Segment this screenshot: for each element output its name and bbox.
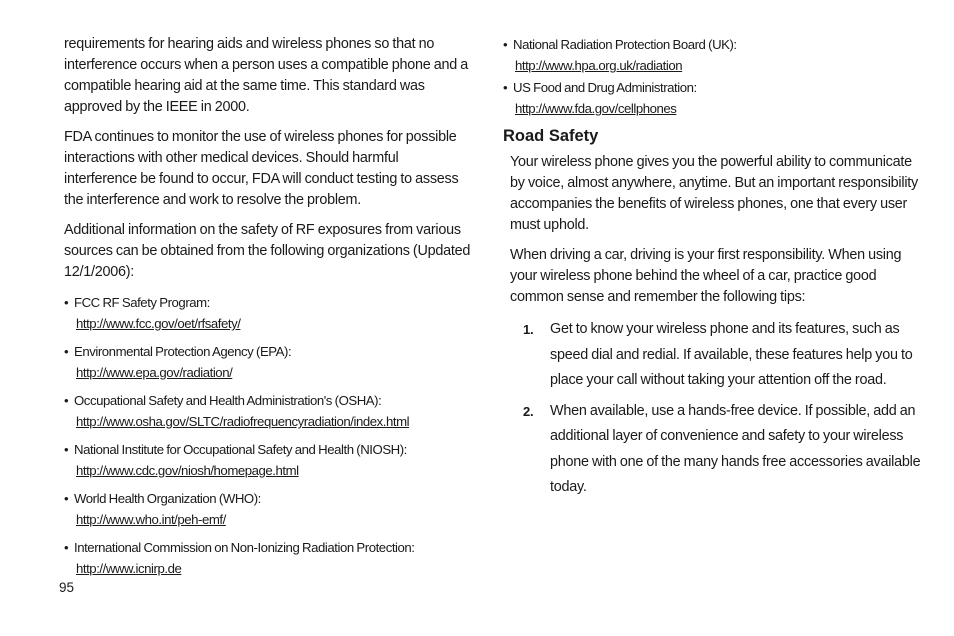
link-who[interactable]: http://www.who.int/peh-emf/ <box>76 512 226 527</box>
list-item-niosh <box>64 439 474 481</box>
tip-item <box>503 317 923 394</box>
link-icnirp[interactable]: http://www.icnirp.de <box>76 561 182 576</box>
link-nrpb[interactable]: http://www.hpa.org.uk/radiation <box>515 58 683 73</box>
bullet-icon: • <box>503 37 508 52</box>
bullet-icon: • <box>64 540 69 555</box>
left-column <box>64 34 474 586</box>
tip-text: Get to know your wireless phone and its features, such as speed dial and redial. If available, these features help you to place your call without taking your attention off the road. <box>550 321 913 388</box>
tips-list <box>503 317 923 501</box>
list-item-who <box>64 488 474 530</box>
org-name: International Commission on Non-Ionizing Radiation Protection: <box>74 540 415 555</box>
paragraph-driving-responsibility: When driving a car, driving is your first responsibility. When using your wireless phone behind the wheel of a car, practice good common sense and remember the following tips: <box>510 247 902 305</box>
list-item-fcc <box>64 292 474 334</box>
org-name: FCC RF Safety Program: <box>74 295 210 310</box>
paragraph-wireless-ability: Your wireless phone gives you the powerful ability to communicate by voice, almost anywhere, anytime. But an important responsibility accompanies the benefits of wireless phones, one that every user must uphold. <box>510 154 918 233</box>
link-fcc[interactable]: http://www.fcc.gov/oet/rfsafety/ <box>76 316 241 331</box>
tip-item <box>503 399 923 501</box>
tip-number: 2. <box>523 403 534 419</box>
bullet-icon: • <box>64 344 69 359</box>
link-epa[interactable]: http://www.epa.gov/radiation/ <box>76 365 233 380</box>
list-item-osha <box>64 390 474 432</box>
org-name: Environmental Protection Agency (EPA): <box>74 344 292 359</box>
bullet-icon: • <box>64 295 69 310</box>
bullet-icon: • <box>64 442 69 457</box>
org-name: US Food and Drug Administration: <box>513 80 697 95</box>
bullet-icon: • <box>503 80 508 95</box>
link-niosh[interactable]: http://www.cdc.gov/niosh/homepage.html <box>76 463 299 478</box>
page-number: 95 <box>59 580 75 595</box>
tip-number: 1. <box>523 322 534 337</box>
right-column <box>503 34 923 506</box>
org-name: Occupational Safety and Health Administration's (OSHA): <box>74 393 382 408</box>
bullet-icon: • <box>64 393 69 408</box>
paragraph-hearing-aids: requirements for hearing aids and wireless phones so that no interference occurs when a person uses a compatible phone and a compatible hearing aid at the same time. This standard was approved by the IEEE in 2000. <box>64 36 469 115</box>
organization-list-continued <box>503 34 923 119</box>
list-item-epa <box>64 341 474 383</box>
bullet-icon: • <box>64 491 69 506</box>
org-name: World Health Organization (WHO): <box>74 491 261 506</box>
organization-list <box>64 292 474 579</box>
list-item-nrpb <box>503 34 923 76</box>
tip-text: When available, use a hands-free device. If possible, add an additional layer of convenience and safety to your wireless phone with one of the many hands free accessories available today. <box>550 402 921 495</box>
paragraph-fda-monitor: FDA continues to monitor the use of wireless phones for possible interactions with other medical devices. Should harmful interference be found to occur, FDA will conduct testing to assess the interference and work to resolve the problem. <box>64 129 459 208</box>
org-name: National Institute for Occupational Safety and Health (NIOSH): <box>74 442 407 457</box>
list-item-icnirp <box>64 537 474 579</box>
link-osha[interactable]: http://www.osha.gov/SLTC/radiofrequencyradiation/index.html <box>76 414 410 429</box>
list-item-fda <box>503 77 923 119</box>
section-heading-road-safety: Road Safety <box>503 127 599 145</box>
paragraph-additional-info: Additional information on the safety of RF exposures from various sources can be obtained from the following organizations (Updated 12/1/2006): <box>64 222 471 280</box>
link-fda[interactable]: http://www.fda.gov/cellphones <box>515 101 677 116</box>
org-name: National Radiation Protection Board (UK): <box>513 37 737 52</box>
